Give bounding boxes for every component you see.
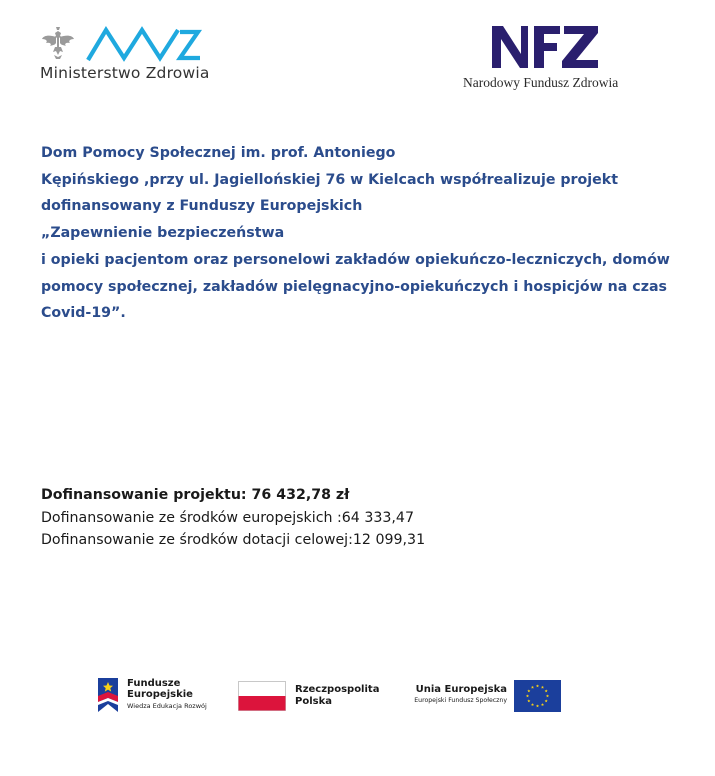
nfz-logo-mark <box>490 24 602 70</box>
funding-target: Dofinansowanie ze środków dotacji celowej:12 099,31 <box>41 532 426 548</box>
pl-line-1: Rzeczpospolita <box>295 684 380 695</box>
intro-line: Kępińskiego ,przy ul. Jagiellońskiej 76 w Kielcach współrealizuje projekt <box>41 171 618 188</box>
nfz-name-text: Narodowy Fundusz Zdrowia <box>463 75 619 90</box>
unia-europejska-text <box>405 684 507 704</box>
mz-name-text: Ministerstwo Zdrowia <box>40 64 210 82</box>
eu-subtitle: Europejski Fundusz Społeczny <box>414 697 507 704</box>
intro-line: Covid-19”. <box>41 305 126 322</box>
pl-line-2: Polska <box>295 695 332 707</box>
fe-subtitle: Wiedza Edukacja Rozwój <box>127 702 207 710</box>
intro-line: Dom Pomocy Społecznej im. prof. Antoniego <box>41 145 396 161</box>
rzeczpospolita-polska-text <box>295 684 379 707</box>
intro-line: pomocy społecznej, zakładów pielęgnacyjno-opiekuńczych i hospicjów na czas <box>41 278 667 295</box>
project-description <box>41 140 681 327</box>
intro-line: „Zapewnienie bezpieczeństwa <box>41 225 285 242</box>
funding-eu: Dofinansowanie ze środków europejskich :64 333,47 <box>41 509 414 526</box>
eu-flag-icon <box>514 680 561 712</box>
polish-flag-icon <box>238 681 286 711</box>
fe-title-1: Fundusze <box>127 678 181 689</box>
funding-section <box>41 484 641 552</box>
intro-line: i opieki pacjentom oraz personelowi zakładów opiekuńczo-leczniczych, domów <box>41 251 670 268</box>
fe-title-2: Europejskie <box>127 689 193 700</box>
intro-line: dofinansowany z Funduszy Europejskich <box>41 198 363 215</box>
funding-total: Dofinansowanie projektu: 76 432,78 zł <box>41 487 350 503</box>
fundusze-europejskie-text <box>127 678 207 712</box>
fundusze-europejskie-icon <box>96 676 120 712</box>
eu-title: Unia Europejska <box>415 684 507 695</box>
polish-eagle-icon <box>40 25 76 63</box>
mz-zigzag-mark <box>84 24 202 64</box>
